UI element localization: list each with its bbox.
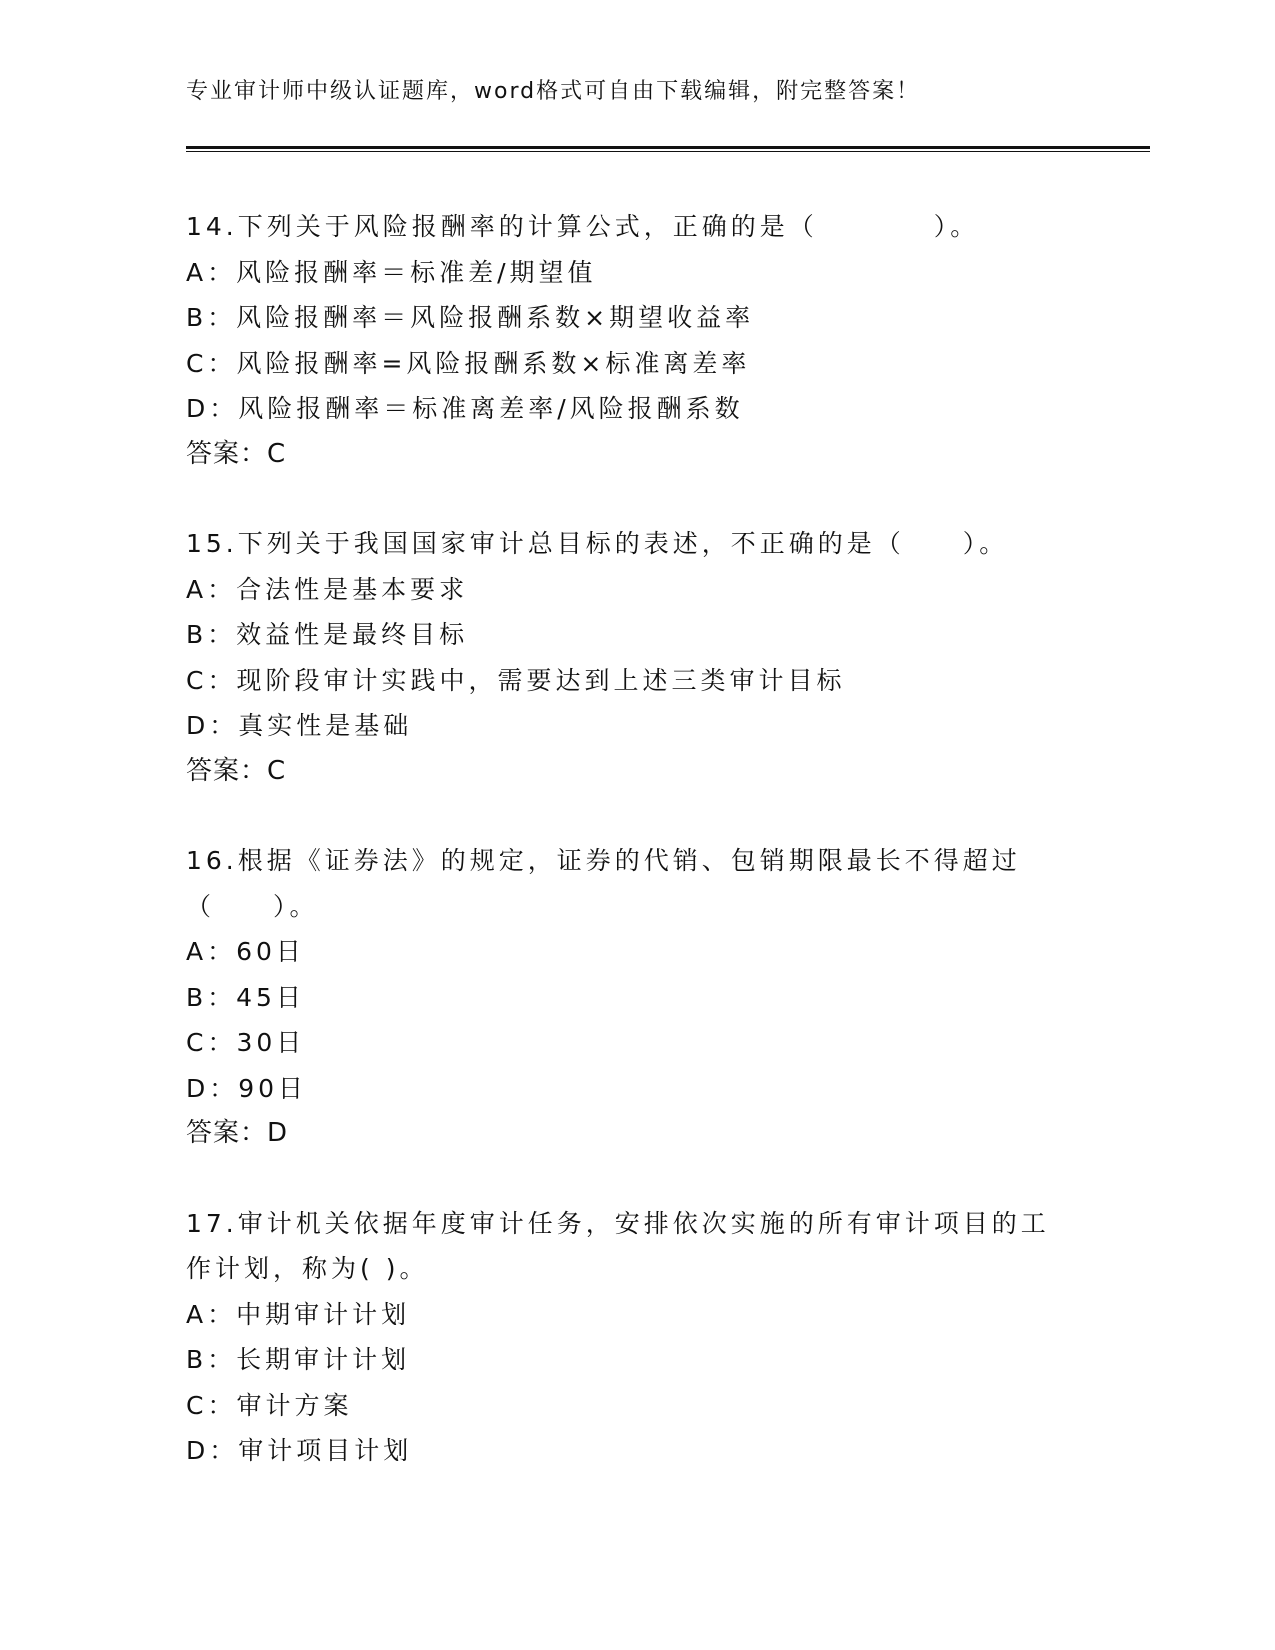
option-a: A：合法性是基本要求 (186, 574, 469, 604)
option-b: B：45日 (186, 982, 305, 1012)
question-stem: 16.根据《证券法》的规定，证券的代销、包销期限最长不得超过（ ）。 (186, 846, 1021, 921)
option-d: D：风险报酬率＝标准离差率/风险报酬系数 (186, 394, 744, 423)
answer-label: 答案：C (186, 755, 287, 786)
option-b: B：长期审计计划 (186, 1345, 411, 1374)
option-b: B：效益性是最终目标 (186, 620, 469, 649)
option-d: D：审计项目计划 (186, 1436, 413, 1465)
option-a: A：中期审计计划 (186, 1299, 411, 1329)
option-d: D：真实性是基础 (186, 711, 413, 740)
option-b: B：风险报酬率＝风险报酬系数×期望收益率 (186, 303, 755, 332)
page-header: 专业审计师中级认证题库，word格式可自由下载编辑，附完整答案！ (186, 79, 921, 104)
option-d: D：90日 (186, 1073, 308, 1103)
question-14 (186, 204, 1086, 477)
option-c: C：现阶段审计实践中，需要达到上述三类审计目标 (186, 665, 846, 695)
option-c: C：30日 (186, 1028, 306, 1057)
question-15 (186, 521, 1086, 794)
question-17 (186, 1201, 1086, 1474)
option-c: C：审计方案 (186, 1390, 353, 1420)
question-stem: 14.下列关于风险报酬率的计算公式，正确的是（ ）。 (186, 212, 980, 241)
header-divider (186, 146, 1150, 149)
question-16 (186, 838, 1086, 1157)
option-a: A：风险报酬率＝标准差/期望值 (186, 257, 597, 287)
option-c: C：风险报酬率=风险报酬系数×标准离差率 (186, 348, 751, 378)
question-stem: 15.下列关于我国国家审计总目标的表述，不正确的是（ ）。 (186, 529, 1009, 558)
question-list (186, 204, 1086, 1518)
answer-label: 答案：C (186, 438, 287, 469)
question-stem: 17.审计机关依据年度审计任务，安排依次实施的所有审计项目的工作计划，称为( )。 (186, 1208, 1050, 1283)
answer-label: 答案：D (186, 1118, 289, 1148)
option-a: A：60日 (186, 937, 305, 966)
